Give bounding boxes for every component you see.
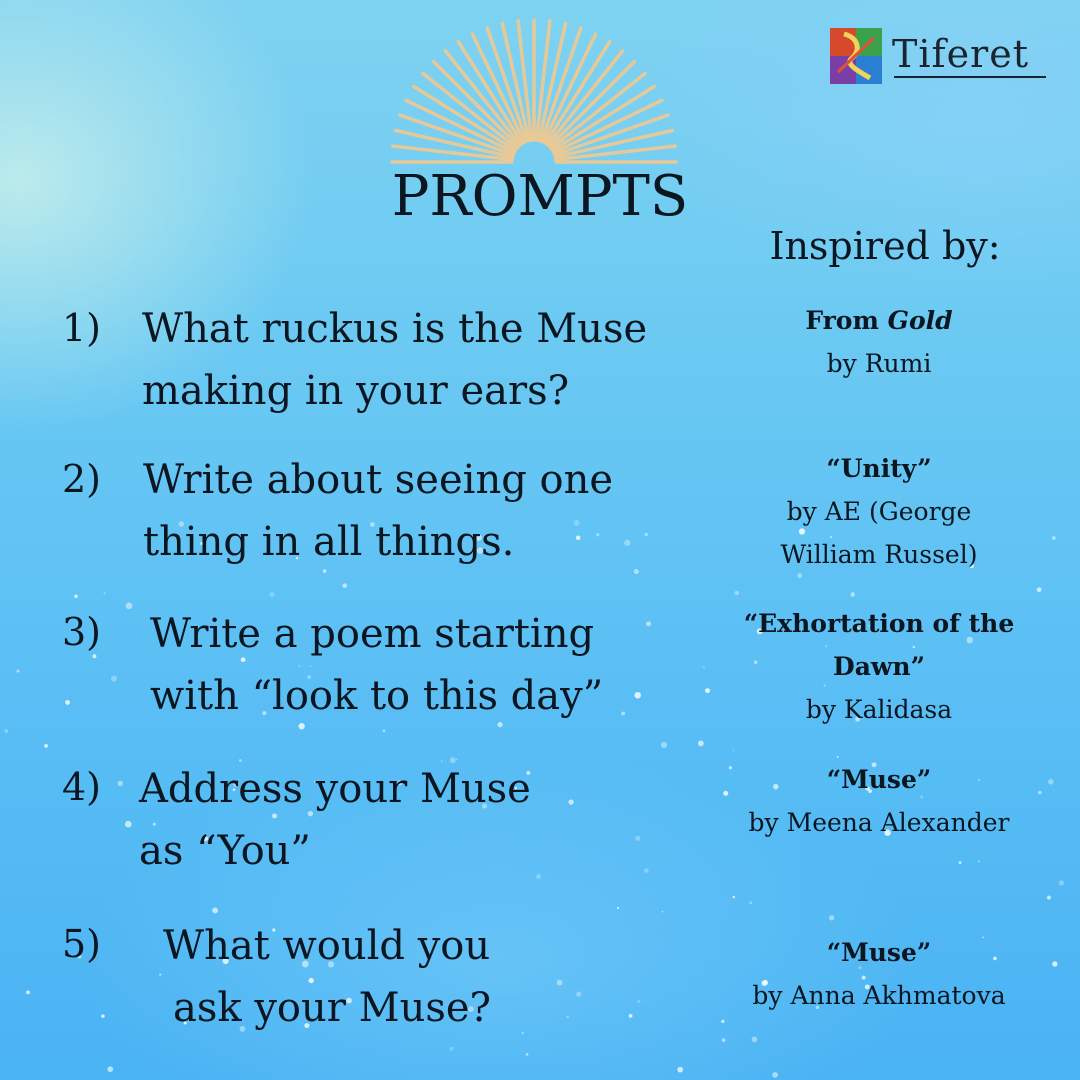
logo-underline (894, 76, 1046, 78)
sparkle-dot (566, 1016, 569, 1019)
sparkle-dot (621, 712, 625, 716)
prompt-text (163, 915, 491, 1039)
prompt-line: What ruckus is the Muse (142, 306, 648, 352)
inspired-by-heading: Inspired by: (769, 224, 1001, 268)
sparkle-dot (65, 700, 70, 705)
sparkle-dot (624, 540, 630, 546)
logo-text: Tiferet (892, 32, 1029, 76)
sparkle-dot (92, 654, 96, 658)
sparkle-dot (1037, 587, 1042, 592)
prompt-line: as “You” (139, 828, 311, 874)
sparkle-dot (536, 874, 541, 879)
sparkle-dot (635, 836, 640, 841)
sparkle-dot (722, 1038, 726, 1042)
credit-title-italic: Gold (887, 306, 953, 335)
prompt-text (139, 758, 531, 882)
inspiration-credit (714, 758, 1044, 844)
sparkle-dot (644, 868, 649, 873)
sparkle-dot (522, 1032, 524, 1034)
prompt-text (150, 603, 603, 727)
inspiration-credit (714, 931, 1044, 1017)
credit-title: “Muse” (826, 765, 932, 794)
prompt-line: ask your Muse? (173, 985, 491, 1031)
sparkle-dot (733, 750, 735, 752)
credit-title: “Exhortation of the (743, 609, 1015, 638)
credit-author: by Anna Akhmatova (752, 981, 1006, 1010)
prompt-number: 5) (62, 922, 102, 966)
sparkle-dot (829, 915, 834, 920)
credit-author: by AE (George (786, 497, 972, 526)
inspiration-credit (714, 447, 1044, 576)
page-title: PROMPTS (391, 164, 689, 229)
credit-title: “Muse” (826, 938, 932, 967)
inspiration-credit (714, 299, 1044, 385)
sparkle-dot (662, 911, 664, 913)
sparkle-dot (733, 896, 735, 898)
sparkle-dot (568, 799, 573, 804)
inspiration-credit (714, 602, 1044, 731)
sparkle-dot (1052, 961, 1057, 966)
sparkle-dot (677, 1067, 683, 1073)
sparkle-dot (772, 1072, 778, 1078)
sparkle-dot (557, 980, 563, 986)
sparkle-dot (978, 861, 980, 863)
prompt-number: 3) (62, 610, 102, 654)
credit-author: by Kalidasa (805, 695, 953, 724)
sparkle-dot (749, 901, 752, 904)
sparkle-dot (635, 692, 641, 698)
prompt-line: making in your ears? (142, 368, 570, 414)
sparkle-dot (698, 741, 704, 747)
sparkle-dot (1048, 779, 1054, 785)
sparkle-dot (703, 666, 705, 668)
tiferet-logo[interactable] (830, 28, 1050, 88)
credit-title: “Unity” (826, 454, 932, 483)
sparkle-dot (646, 621, 651, 626)
sparkle-dot (644, 533, 647, 536)
sparkle-dot (26, 990, 30, 994)
sparkle-dot (383, 729, 386, 732)
sparkle-dot (576, 991, 581, 996)
prompt-number: 1) (62, 306, 102, 350)
prompt-line: Write about seeing one (143, 457, 614, 503)
sparkle-dot (629, 1014, 633, 1018)
sparkle-dot (661, 742, 667, 748)
sparkle-dot (752, 1037, 758, 1043)
sparkle-dot (1052, 536, 1056, 540)
sparkle-dot (118, 781, 123, 786)
prompt-line: with “look to this day” (150, 673, 604, 719)
sparkle-dot (44, 744, 48, 748)
sparkle-dot (74, 595, 77, 598)
credit-title-prefix: From (805, 306, 888, 335)
sparkle-dot (269, 592, 274, 597)
sparkle-dot (617, 907, 619, 909)
sparkle-dot (634, 569, 639, 574)
prompt-line: Address your Muse (139, 766, 531, 812)
credit-title (714, 299, 1044, 342)
sparkle-dot (107, 1066, 113, 1072)
sparkle-dot (1059, 880, 1064, 885)
sparkle-dot (159, 974, 161, 976)
sparkle-dot (103, 592, 105, 594)
tiferet-logo-icon (830, 28, 882, 84)
prompt-number: 2) (62, 457, 102, 501)
credit-title: Dawn” (833, 652, 925, 681)
sparkle-dot (637, 1000, 640, 1003)
prompt-line: What would you (163, 923, 491, 969)
sparkle-dot (526, 1053, 529, 1056)
sparkle-dot (5, 729, 9, 733)
credit-author: by Rumi (826, 349, 932, 378)
sparkle-dot (734, 591, 739, 596)
sparkle-dot (126, 602, 133, 609)
sparkle-dot (16, 669, 19, 672)
sparkle-dot (850, 592, 855, 597)
sparkle-dot (721, 1020, 724, 1023)
sparkle-dot (111, 676, 117, 682)
prompt-text (143, 449, 613, 573)
sparkle-dot (959, 861, 962, 864)
credit-author: by Meena Alexander (748, 808, 1010, 837)
prompt-text (142, 298, 647, 422)
prompt-number: 4) (62, 765, 102, 809)
sparkle-dot (125, 821, 132, 828)
sparkle-dot (450, 1047, 454, 1051)
prompt-line: thing in all things. (143, 519, 515, 565)
sparkle-dot (705, 688, 710, 693)
sparkle-dot (212, 908, 218, 914)
sparkle-dot (1047, 896, 1051, 900)
prompt-line: Write a poem starting (150, 611, 595, 657)
sparkle-dot (101, 1014, 104, 1017)
sparkle-dot (342, 583, 347, 588)
credit-author: William Russel) (780, 540, 978, 569)
sunburst-decoration (388, 14, 680, 166)
